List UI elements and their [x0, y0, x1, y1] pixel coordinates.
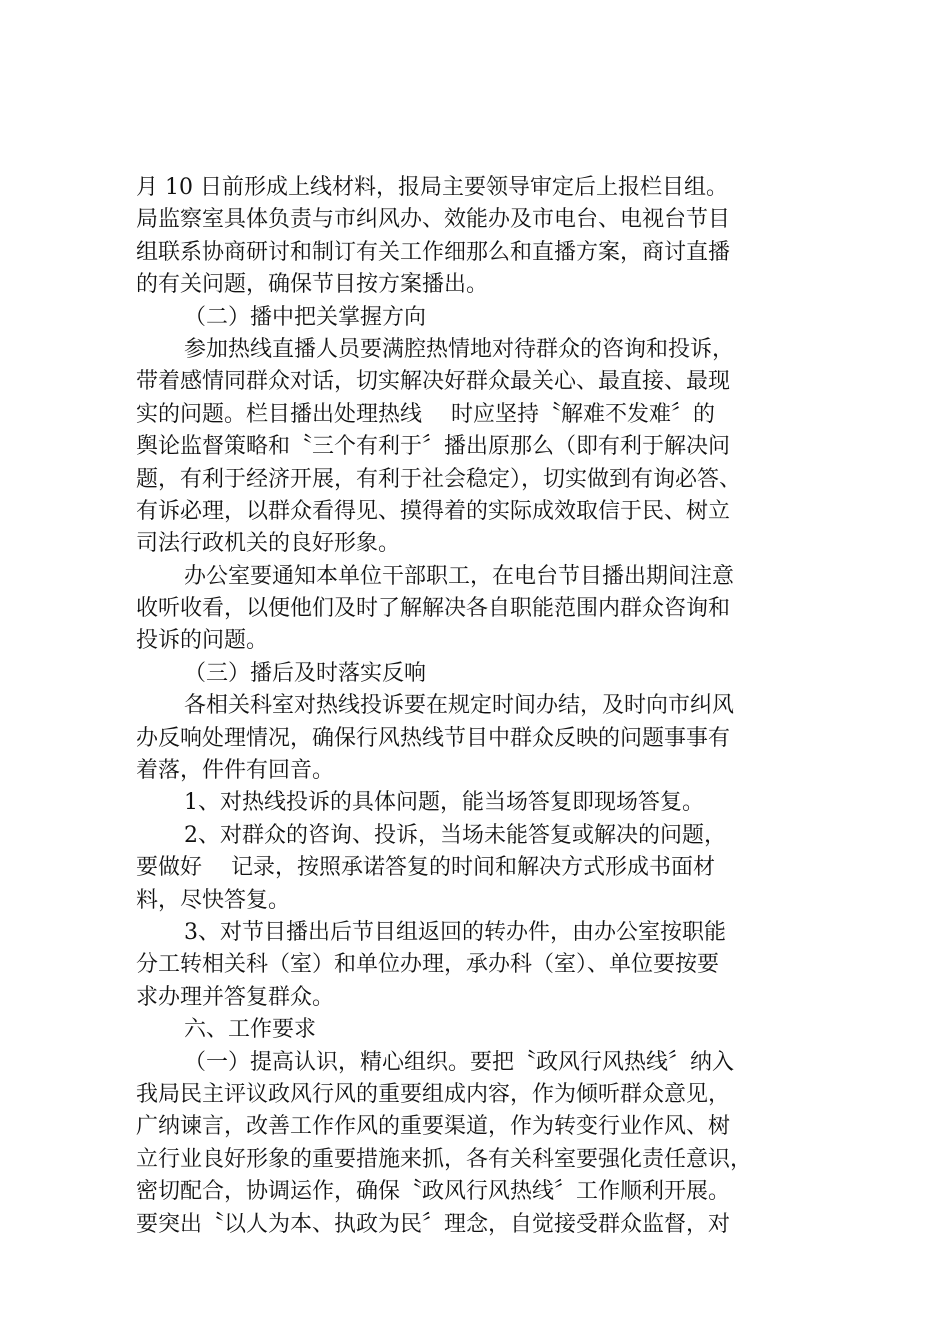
text-line: 各相关科室对热线投诉要在规定时间办结，及时向市纠风 — [184, 693, 735, 719]
text-line: 局监察室具体负责与市纠风办、效能办及市电台、电视台节目 — [136, 207, 731, 233]
text-line: 2、对群众的咨询、投诉，当场未能答复或解决的问题， — [184, 822, 726, 848]
text-line: （二）播中把关掌握方向 — [184, 304, 427, 330]
text-line: 舆论监督策略和〝三个有利于〞播出原那么（即有利于解决问 — [136, 434, 731, 460]
text-line: 投诉的问题。 — [136, 628, 269, 654]
text-line: 题，有利于经济开展，有利于社会稳定），切实做到有询必答、 — [136, 466, 742, 492]
text-line: 办反响处理情况，确保行风热线节目中群众反映的问题事事有 — [136, 725, 731, 751]
text-line: 密切配合，协调运作，确保〝政风行风热线〞工作顺利开展。 — [136, 1179, 731, 1205]
text-line: 司法行政机关的良好形象。 — [136, 531, 401, 557]
text-line: 有诉必理，以群众看得见、摸得着的实际成效取信于民、树立 — [136, 498, 731, 524]
text-line: 的有关问题，确保节目按方案播出。 — [136, 272, 489, 298]
text-line: 月 10 日前形成上线材料，报局主要领导审定后上报栏目组。 — [136, 175, 728, 200]
text-line: 求办理并答复群众。 — [136, 984, 335, 1010]
text-line: 要做好 记录，按照承诺答复的时间和解决方式形成书面材 — [136, 855, 715, 881]
text-line: （一）提高认识，精心组织。要把〝政风行风热线〞纳入 — [184, 1049, 735, 1075]
text-line: 3、对节目播出后节目组返回的转办件，由办公室按职能 — [184, 919, 726, 945]
text-line: 收听收看，以便他们及时了解解决各自职能范围内群众咨询和 — [136, 596, 731, 622]
text-line: 分工转相关科（室）和单位办理，承办科（室）、单位要按要 — [136, 952, 720, 978]
text-line: 料，尽快答复。 — [136, 887, 291, 913]
text-line: 六、工作要求 — [184, 1017, 317, 1043]
text-line: 要突出〝以人为本、执政为民〞理念，自觉接受群众监督，对 — [136, 1211, 731, 1237]
text-line: 立行业良好形象的重要措施来抓，各有关科室要强化责任意识， — [136, 1146, 753, 1172]
text-line: 带着感情同群众对话，切实解决好群众最关心、最直接、最现 — [136, 369, 731, 395]
text-line: 着落，件件有回音。 — [136, 758, 335, 784]
text-line: 广纳谏言，改善工作作风的重要渠道，作为转变行业作风、树 — [136, 1114, 731, 1140]
document-body — [136, 172, 836, 1241]
text-line: 实的问题。栏目播出处理热线 时应坚持〝解难不发难〞的 — [136, 401, 715, 427]
text-line: 参加热线直播人员要满腔热情地对待群众的咨询和投诉， — [184, 336, 735, 362]
text-line: 组联系协商研讨和制订有关工作细那么和直播方案，商讨直播 — [136, 239, 731, 265]
text-line: 办公室要通知本单位干部职工，在电台节目播出期间注意 — [184, 563, 735, 589]
text-line: 我局民主评议政风行风的重要组成内容，作为倾听群众意见， — [136, 1081, 731, 1107]
text-line: （三）播后及时落实反响 — [184, 660, 427, 686]
text-line: 1、对热线投诉的具体问题，能当场答复即现场答复。 — [184, 790, 704, 816]
